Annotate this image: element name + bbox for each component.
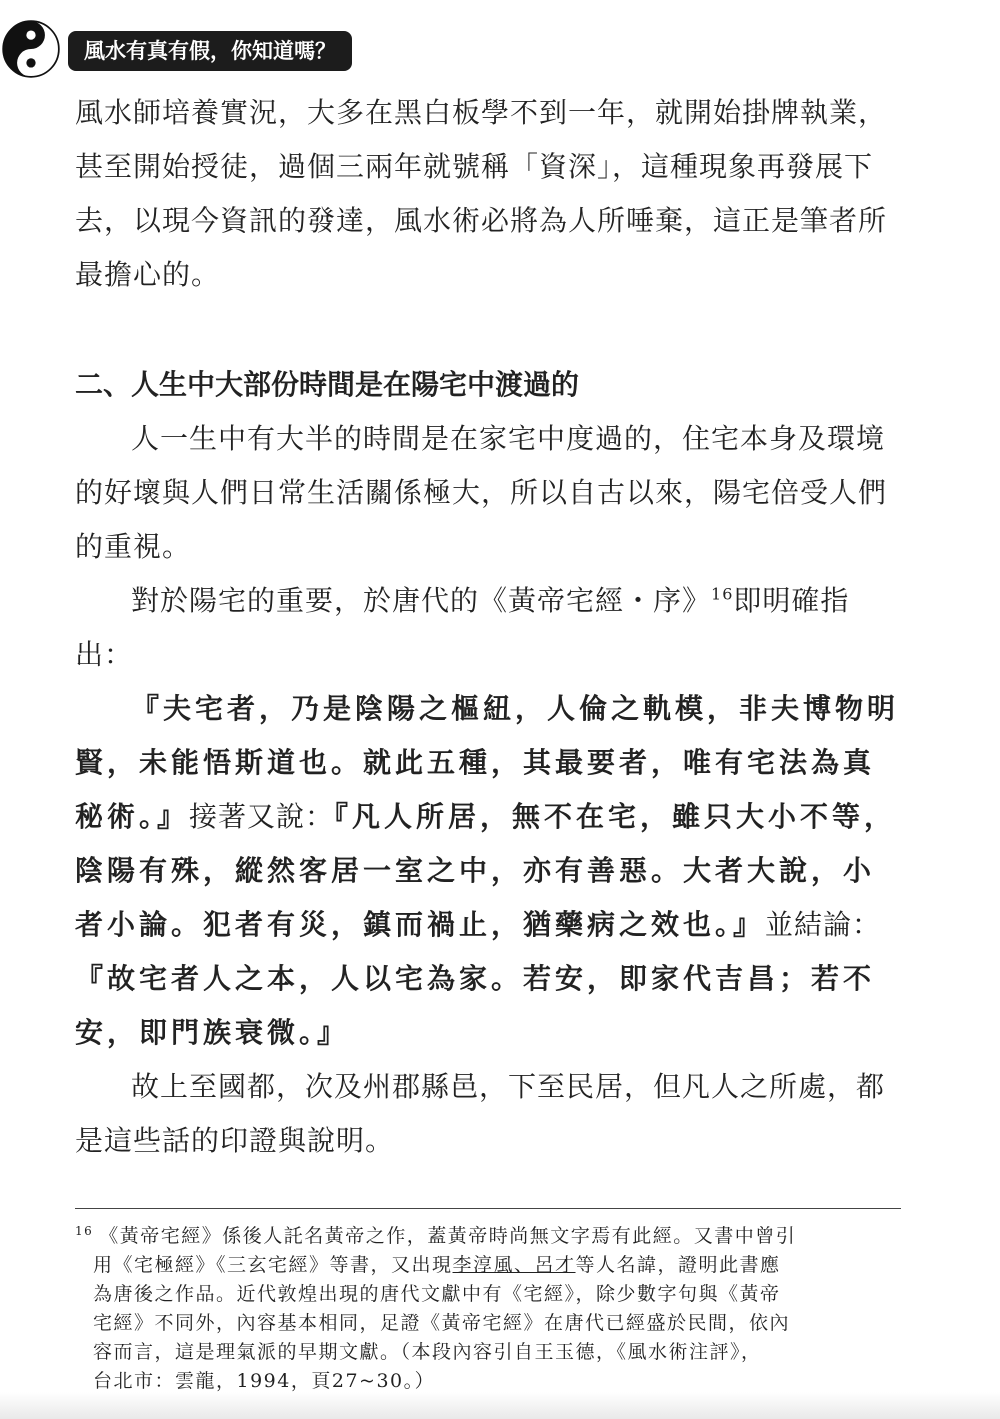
page-header — [0, 18, 1000, 80]
yin-yang-icon — [2, 20, 60, 78]
footnote-line-1: $^{16}$ 《黃帝宅經》係後人託名黃帝之作，蓋黃帝時尚無文字焉有此經。又書中曾引 — [75, 1223, 797, 1247]
paragraph-2-tail: 即明確指出： — [75, 584, 850, 671]
footnote-line-6: 台北市：雲龍，1994，頁27~30。） — [93, 1370, 436, 1392]
footnote-number: 16 — [75, 1223, 94, 1238]
quote-paragraph — [75, 682, 903, 1060]
section-body — [75, 412, 903, 1168]
footnote-line-3: 為唐後之作品。近代敦煌出現的唐代文獻中有《宅經》，除少數字句與《黃帝 — [93, 1283, 781, 1305]
footnote-line-4: 宅經》不同外，內容基本相同，足證《黃帝宅經》在唐代已經盛於民間，依內 — [93, 1312, 791, 1334]
footnote-line-2: 用《宅極經》《三玄宅經》等書，又出現李淳風、呂才等人名諱，證明此書應 — [93, 1254, 781, 1276]
chapter-title: 風水有真有假，你知道嗎？ — [68, 31, 352, 71]
paragraph-2-text: 對於陽宅的重要，於唐代的《黃帝宅經・序》 — [131, 584, 712, 617]
footnote-ref[interactable]: 16 — [711, 584, 734, 604]
connector-1: 接著又說： — [189, 800, 335, 833]
connector-2: 並結論： — [765, 908, 882, 941]
paragraph-3: 故上至國都，次及州郡縣邑，下至民居，但凡人之所處，都是這些話的印證與說明。 — [75, 1070, 886, 1157]
section-heading: 二、人生中大部份時間是在陽宅中渡過的 — [75, 368, 580, 401]
quote-3: 『故宅者人之本，人以宅為家。若安，即家代吉昌；若不安，即門族衰微。』 — [75, 962, 876, 1049]
paragraph-1: 人一生中有大半的時間是在家宅中度過的，住宅本身及環境的好壞與人們日常生活關係極大，所以自古以來，陽宅倍受人們的重視。 — [75, 422, 888, 563]
paragraph-2 — [75, 574, 903, 682]
footnote-divider — [75, 1208, 901, 1209]
underlined-names: 李淳風、呂才 — [452, 1254, 576, 1276]
footnote-line-5: 容而言，這是理氣派的早期文獻。（本段內容引自王玉德，《風水術注評》， — [93, 1341, 762, 1363]
intro-text: 風水師培養實況，大多在黑白板學不到一年，就開始掛牌執業，甚至開始授徒，過個三兩年就號稱「資深」，這種現象再發展下去，以現今資訊的發達，風水術必將為人所唾棄，這正是筆者所最擔心的。 — [75, 96, 888, 291]
footnote — [75, 1222, 903, 1396]
quote-1: 『夫宅者，乃是陰陽之樞紐，人倫之軌模，非夫博物明賢，未能悟斯道也。就此五種，其最要者，唯有宅法為真秘術。』 — [75, 692, 900, 833]
quote-2: 『凡人所居，無不在宅，雖只大小不等，陰陽有殊，縱然客居一室之中，亦有善惡。大者大說，小者小論。犯者有災，鎮而禍止，猶藥病之效也。』 — [75, 800, 897, 941]
intro-paragraph — [75, 86, 903, 302]
page-bottom-shade — [0, 1392, 1000, 1419]
